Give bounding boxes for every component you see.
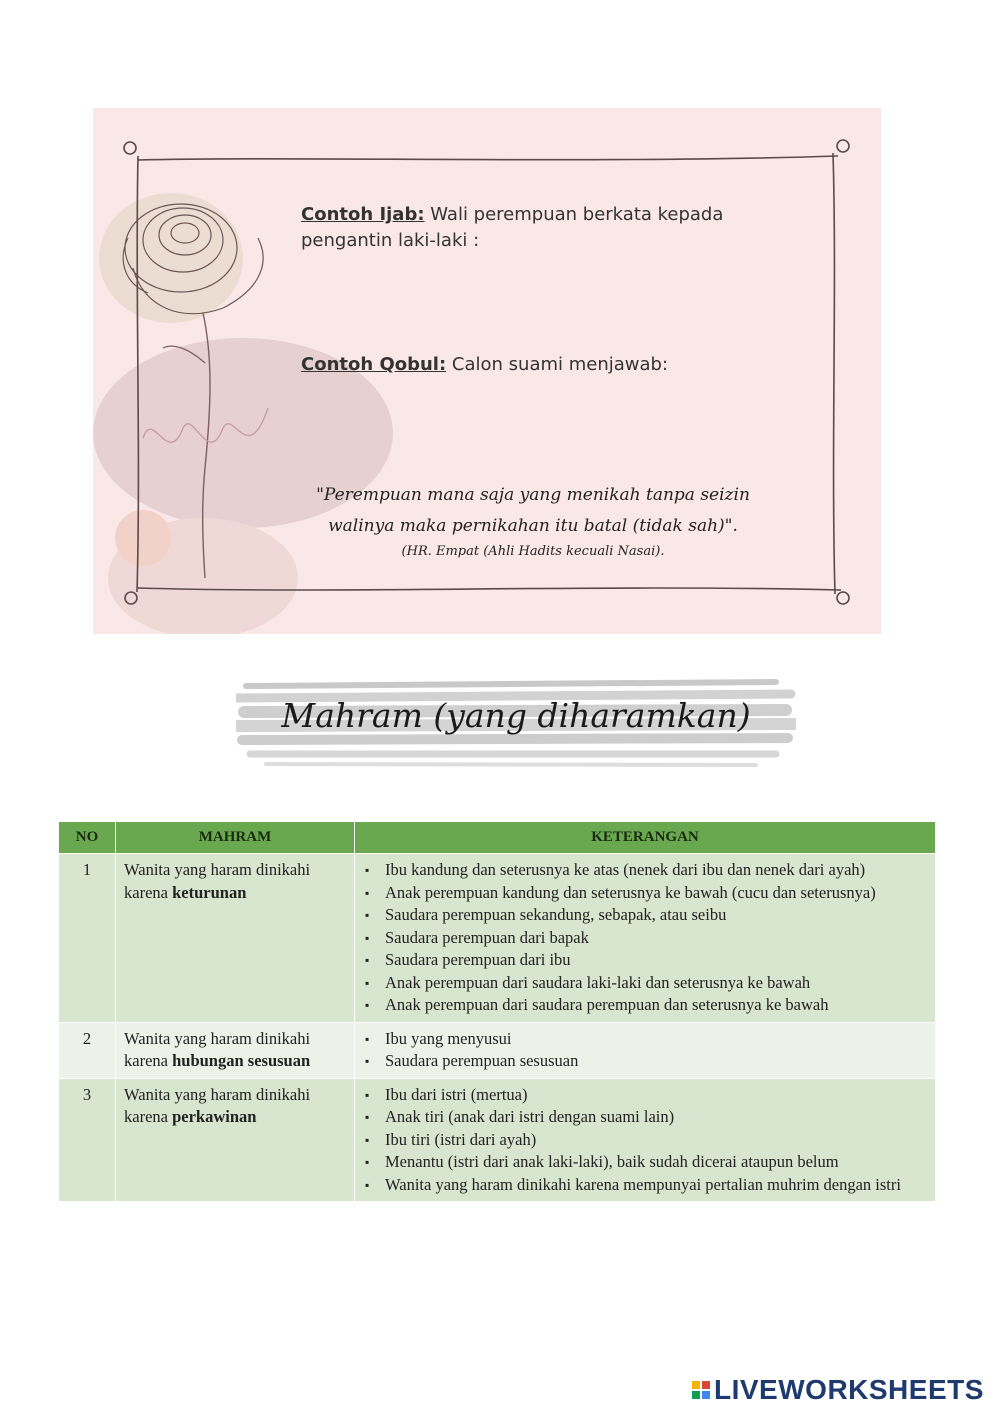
list-item: ▪ Ibu tiri (istri dari ayah)	[363, 1129, 927, 1152]
list-item: ▪ Anak perempuan dari saudara perempuan dan seterusnya ke bawah	[363, 994, 927, 1017]
qobul-label: Contoh Qobul:	[301, 354, 447, 375]
table-row	[59, 1022, 936, 1078]
list-item: ▪ Ibu dari istri (mertua)	[363, 1084, 927, 1107]
table-header-row	[59, 822, 936, 854]
list-item: ▪ Anak perempuan dari saudara laki-laki dan seterusnya ke bawah	[363, 972, 927, 995]
logo-square	[692, 1391, 700, 1399]
list-item: ▪ Anak perempuan kandung dan seterusnya ke bawah (cucu dan seterusnya)	[363, 882, 927, 905]
logo-square	[692, 1381, 700, 1389]
list-item: ▪ Saudara perempuan sekandung, sebapak, atau seibu	[363, 904, 927, 927]
list-item: ▪ Saudara perempuan dari bapak	[363, 927, 927, 950]
liveworksheets-logo[interactable]	[692, 1374, 984, 1406]
ijab-example	[301, 202, 723, 254]
logo-text: LIVEWORKSHEETS	[714, 1374, 984, 1405]
header-mahram: MAHRAM	[116, 822, 355, 854]
header-no: NO	[59, 822, 116, 854]
list-item: ▪ Ibu kandung dan seterusnya ke atas (nenek dari ibu dan nenek dari ayah)	[363, 859, 927, 882]
list-item: ▪ Saudara perempuan sesusuan	[363, 1050, 927, 1073]
quote-line-1: "Perempuan mana saja yang menikah tanpa seizin	[316, 485, 750, 505]
table-row	[59, 1078, 936, 1202]
list-item: ▪ Anak tiri (anak dari istri dengan suami lain)	[363, 1106, 927, 1129]
keterangan-cell	[355, 1022, 936, 1078]
mahram-cell	[116, 1022, 355, 1078]
mahram-keyword: perkawinan	[172, 1107, 257, 1126]
info-card	[93, 108, 881, 634]
quote-source: (HR. Empat (Ahli Hadits kecuali Nasai).	[401, 544, 665, 559]
hadith-quote	[293, 480, 773, 559]
table-row	[59, 854, 936, 1023]
mahram-table	[58, 821, 936, 1202]
mahram-text: Wanita yang haram dinikahi karena	[124, 1084, 311, 1126]
list-item: ▪ Wanita yang haram dinikahi karena mempunyai pertalian muhrim dengan istri	[363, 1174, 927, 1197]
quote-line-2: walinya maka pernikahan itu batal (tidak sah)".	[328, 516, 738, 536]
keterangan-list	[363, 1084, 927, 1197]
ijab-text-2: pengantin laki-laki :	[301, 230, 480, 251]
ijab-text: Wali perempuan berkata kepada	[424, 204, 724, 225]
mahram-text: Wanita yang haram dinikahi karena	[124, 1028, 311, 1070]
mahram-cell	[116, 1078, 355, 1202]
mahram-cell	[116, 854, 355, 1023]
mahram-keyword: keturunan	[172, 882, 247, 902]
keterangan-list	[363, 859, 927, 1017]
section-title: Mahram (yang diharamkan)	[281, 696, 751, 735]
logo-mark-icon	[692, 1381, 710, 1399]
list-item: ▪ Menantu (istri dari anak laki-laki), baik sudah dicerai ataupun belum	[363, 1151, 927, 1174]
qobul-example	[301, 352, 668, 378]
list-item: ▪ Ibu yang menyusui	[363, 1028, 927, 1051]
mahram-keyword: hubungan sesusuan	[172, 1051, 311, 1070]
header-keterangan: KETERANGAN	[355, 822, 936, 854]
row-number: 3	[59, 1078, 116, 1202]
keterangan-cell	[355, 1078, 936, 1202]
logo-square	[702, 1391, 710, 1399]
row-number: 2	[59, 1022, 116, 1078]
list-item: ▪ Saudara perempuan dari ibu	[363, 949, 927, 972]
logo-square	[702, 1381, 710, 1389]
keterangan-cell	[355, 854, 936, 1023]
keterangan-list	[363, 1028, 927, 1073]
ijab-label: Contoh Ijab:	[301, 204, 425, 225]
qobul-text: Calon suami menjawab:	[446, 354, 669, 375]
row-number: 1	[59, 854, 116, 1023]
mahram-text: Wanita yang haram dinikahi karena	[124, 860, 311, 902]
